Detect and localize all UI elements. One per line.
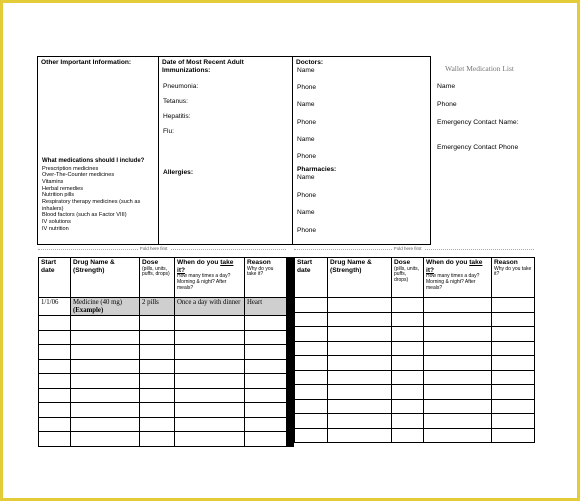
table-cell[interactable]	[175, 316, 245, 331]
example-date: 1/1/06	[39, 298, 71, 316]
pneumonia-label: Pneumonia:	[163, 83, 199, 90]
table-row	[39, 316, 287, 331]
table-header-row	[39, 258, 287, 298]
table-cell[interactable]	[245, 359, 287, 374]
table-cell[interactable]	[39, 432, 71, 447]
reason-header: Reason Why do you take it?	[245, 258, 287, 298]
example-when: Once a day with dinner	[175, 298, 245, 316]
left-empty-rows	[39, 316, 287, 447]
medication-table-left	[38, 257, 287, 447]
table-row	[295, 327, 535, 342]
table-cell[interactable]	[71, 403, 140, 418]
table-cell[interactable]	[175, 359, 245, 374]
table-cell[interactable]	[328, 327, 392, 342]
table-cell[interactable]	[245, 432, 287, 447]
table-cell[interactable]	[140, 359, 175, 374]
pharmacy-phone-label: Phone	[297, 227, 317, 234]
table-cell[interactable]	[424, 356, 492, 371]
table-cell[interactable]	[492, 327, 535, 342]
table-cell[interactable]	[39, 417, 71, 432]
allergies-label: Allergies:	[163, 169, 194, 176]
table-cell[interactable]	[71, 330, 140, 345]
flu-label: Flu:	[163, 128, 174, 135]
wallet-title: Wallet Medication List	[445, 64, 514, 73]
table-cell[interactable]	[245, 388, 287, 403]
table-cell[interactable]	[328, 385, 392, 400]
table-row	[39, 345, 287, 360]
table-cell[interactable]	[295, 312, 328, 327]
table-row	[39, 417, 287, 432]
example-row	[39, 298, 287, 316]
pharmacies-heading: Pharmacies:	[297, 166, 337, 173]
table-row	[39, 388, 287, 403]
start-date-header: Start date	[295, 258, 328, 298]
table-cell[interactable]	[245, 403, 287, 418]
table-cell[interactable]	[71, 388, 140, 403]
other-info-section	[38, 57, 159, 244]
med-type-item: Blood factors (such as Factor VIII)	[42, 212, 127, 219]
table-cell[interactable]	[71, 345, 140, 360]
table-cell[interactable]	[492, 356, 535, 371]
table-cell[interactable]	[328, 370, 392, 385]
start-date-header: Start date	[39, 258, 71, 298]
table-cell[interactable]	[392, 399, 424, 414]
table-separator	[286, 257, 294, 447]
table-cell[interactable]	[492, 370, 535, 385]
when-header: When do you take it? How many times a day? Morning & night? After meals?	[424, 258, 492, 298]
other-info-heading: Other Important Information:	[41, 59, 132, 66]
table-cell[interactable]	[175, 374, 245, 389]
table-cell[interactable]	[424, 312, 492, 327]
table-cell[interactable]	[175, 345, 245, 360]
table-row	[295, 428, 535, 443]
table-row	[39, 432, 287, 447]
drug-name-header: Drug Name & (Strength)	[71, 258, 140, 298]
right-empty-rows	[295, 298, 535, 443]
table-cell[interactable]	[392, 356, 424, 371]
table-cell[interactable]	[392, 341, 424, 356]
tetanus-label: Tetanus:	[163, 98, 188, 105]
fold-label-right: Fold here first	[394, 246, 422, 251]
table-cell[interactable]	[39, 374, 71, 389]
doctor-phone-label: Phone	[297, 84, 317, 91]
wallet-name-label: Name	[437, 83, 456, 90]
table-row	[295, 356, 535, 371]
table-row	[295, 399, 535, 414]
table-cell[interactable]	[295, 414, 328, 429]
table-cell[interactable]	[140, 330, 175, 345]
table-cell[interactable]	[140, 417, 175, 432]
immunizations-section	[159, 57, 293, 244]
example-drug: Medicine (40 mg) (Example)	[71, 298, 140, 316]
table-row	[295, 341, 535, 356]
table-cell[interactable]	[245, 374, 287, 389]
table-cell[interactable]	[424, 341, 492, 356]
doctor-phone-label: Phone	[297, 119, 317, 126]
doctor-name-label: Name	[297, 101, 315, 108]
table-cell[interactable]	[424, 385, 492, 400]
immunizations-heading: Date of Most Recent Adult Immunizations:	[162, 59, 244, 74]
emergency-contact-name-label: Emergency Contact Name:	[437, 119, 519, 126]
table-row	[39, 374, 287, 389]
table-cell[interactable]	[39, 359, 71, 374]
table-cell[interactable]	[71, 316, 140, 331]
when-header: When do you take it? How many times a day? Morning & night? After meals?	[175, 258, 245, 298]
table-header-row	[295, 258, 535, 298]
pharmacy-name-label: Name	[297, 209, 315, 216]
fold-label-left: Fold here first	[140, 246, 168, 251]
table-cell[interactable]	[140, 403, 175, 418]
table-cell[interactable]	[328, 414, 392, 429]
table-cell[interactable]	[492, 385, 535, 400]
table-cell[interactable]	[71, 417, 140, 432]
table-cell[interactable]	[424, 370, 492, 385]
med-type-item: Respiratory therapy medicines (such as inhalers)	[42, 199, 141, 212]
table-cell[interactable]	[392, 327, 424, 342]
med-type-item: Over-The-Counter medicines	[42, 172, 115, 179]
table-row	[39, 359, 287, 374]
table-cell[interactable]	[175, 388, 245, 403]
medication-table-right	[294, 257, 535, 443]
table-cell[interactable]	[140, 374, 175, 389]
doctor-name-label: Name	[297, 67, 315, 74]
table-cell[interactable]	[245, 417, 287, 432]
table-cell[interactable]	[424, 414, 492, 429]
table-cell[interactable]	[295, 399, 328, 414]
table-cell[interactable]	[328, 399, 392, 414]
table-cell[interactable]	[392, 385, 424, 400]
table-row	[295, 385, 535, 400]
table-cell[interactable]	[245, 330, 287, 345]
table-cell[interactable]	[392, 428, 424, 443]
table-cell[interactable]	[328, 312, 392, 327]
table-row	[295, 312, 535, 327]
table-cell[interactable]	[295, 385, 328, 400]
table-cell[interactable]	[424, 428, 492, 443]
table-cell[interactable]	[295, 356, 328, 371]
table-cell[interactable]	[392, 312, 424, 327]
table-cell[interactable]	[39, 388, 71, 403]
table-cell[interactable]	[492, 428, 535, 443]
table-cell[interactable]	[245, 316, 287, 331]
table-cell[interactable]	[140, 316, 175, 331]
table-cell[interactable]	[424, 399, 492, 414]
table-row	[39, 330, 287, 345]
table-row	[295, 414, 535, 429]
hepatitis-label: Hepatitis:	[163, 113, 191, 120]
table-cell[interactable]	[492, 399, 535, 414]
table-cell[interactable]	[392, 414, 424, 429]
table-row	[39, 403, 287, 418]
table-cell[interactable]	[140, 388, 175, 403]
table-cell[interactable]	[492, 298, 535, 313]
doctors-heading: Doctors:	[296, 59, 324, 66]
med-type-item: Nutrition pills	[42, 192, 75, 199]
table-cell[interactable]	[71, 359, 140, 374]
table-cell[interactable]	[140, 432, 175, 447]
table-cell[interactable]	[295, 370, 328, 385]
table-cell[interactable]	[140, 345, 175, 360]
table-cell[interactable]	[175, 403, 245, 418]
contacts-section	[293, 57, 430, 244]
table-cell[interactable]	[245, 345, 287, 360]
table-cell[interactable]	[492, 341, 535, 356]
table-cell[interactable]	[295, 327, 328, 342]
dose-header: Dose (pills, units, puffs, drops)	[140, 258, 175, 298]
table-cell[interactable]	[39, 403, 71, 418]
table-cell[interactable]	[295, 341, 328, 356]
info-card	[37, 56, 431, 245]
med-type-item: Vitamins	[42, 178, 64, 185]
example-dose: 2 pills	[140, 298, 175, 316]
table-cell[interactable]	[424, 298, 492, 313]
table-cell[interactable]	[392, 298, 424, 313]
doctor-name-label: Name	[297, 136, 315, 143]
table-cell[interactable]	[39, 345, 71, 360]
med-type-item: Prescription medicines	[42, 165, 99, 172]
table-row	[295, 370, 535, 385]
table-cell[interactable]	[492, 414, 535, 429]
table-row	[295, 298, 535, 313]
table-cell[interactable]	[175, 432, 245, 447]
doctor-phone-label: Phone	[297, 153, 317, 160]
example-reason: Heart	[245, 298, 287, 316]
meds-heading: What medications should I include?	[42, 158, 145, 164]
table-cell[interactable]	[175, 330, 245, 345]
table-cell[interactable]	[39, 330, 71, 345]
table-cell[interactable]	[328, 428, 392, 443]
table-cell[interactable]	[71, 432, 140, 447]
table-cell[interactable]	[39, 316, 71, 331]
med-type-item: IV solutions	[42, 219, 71, 226]
table-cell[interactable]	[492, 312, 535, 327]
drug-name-header: Drug Name & (Strength)	[328, 258, 392, 298]
table-cell[interactable]	[295, 428, 328, 443]
table-cell[interactable]	[175, 417, 245, 432]
med-type-item: IV nutrition	[42, 225, 69, 232]
table-cell[interactable]	[328, 341, 392, 356]
table-cell[interactable]	[71, 374, 140, 389]
table-cell[interactable]	[328, 356, 392, 371]
table-cell[interactable]	[328, 298, 392, 313]
table-cell[interactable]	[424, 327, 492, 342]
reason-header: Reason Why do you take it?	[492, 258, 535, 298]
med-type-item: Herbal remedies	[42, 185, 84, 192]
table-cell[interactable]	[392, 370, 424, 385]
pharmacy-name-label: Name	[297, 174, 315, 181]
dose-header: Dose (pills, units, puffs, drops)	[392, 258, 424, 298]
pharmacy-phone-label: Phone	[297, 192, 317, 199]
emergency-contact-phone-label: Emergency Contact Phone	[437, 144, 519, 151]
table-cell[interactable]	[295, 298, 328, 313]
wallet-phone-label: Phone	[437, 101, 457, 108]
